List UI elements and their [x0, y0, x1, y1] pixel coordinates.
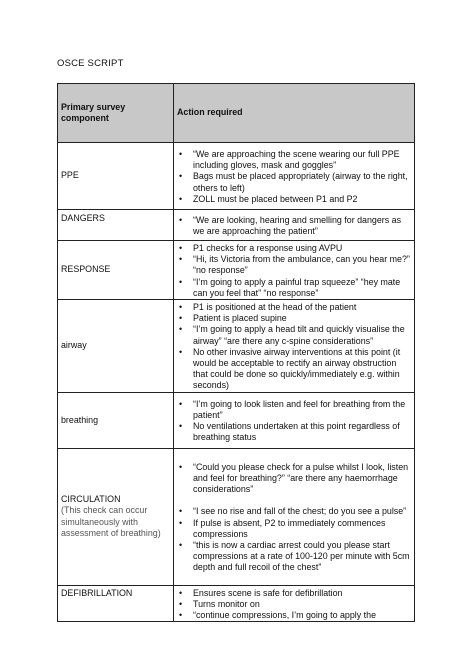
- component-label: CIRCULATION: [61, 494, 121, 505]
- list-item: • “I’m going to apply a head tilt and quickly visualise the airway” “are there any c-spine considerations”: [177, 324, 411, 346]
- action-list: [177, 149, 411, 205]
- document-title: OSCE SCRIPT: [57, 58, 124, 69]
- table-row: [58, 210, 415, 241]
- list-item: • “Could you please check for a pulse whilst I look, listen and feel for breathing?” “are there any haemorrhage considerations”: [177, 462, 411, 496]
- table-row: [58, 392, 415, 448]
- list-item: • “Hi, its Victoria from the ambulance, can you hear me?” “no response”: [177, 254, 411, 276]
- action-list: [177, 462, 411, 496]
- action-list: [177, 588, 411, 622]
- list-item: • Patient is placed supine: [177, 313, 411, 324]
- table-row: [58, 241, 415, 300]
- list-item: • P1 checks for a response using AVPU: [177, 243, 411, 254]
- list-item: • “We are approaching the scene wearing our full PPE including gloves, mask and goggles”: [177, 149, 411, 171]
- header-component: Primary survey component: [58, 84, 174, 143]
- list-item: • Ensures scene is safe for defibrillation: [177, 588, 411, 599]
- table-header-row: [58, 84, 415, 143]
- action-cell: [174, 143, 415, 210]
- list-item: • Turns monitor on: [177, 599, 411, 610]
- table-row: [58, 300, 415, 393]
- list-item: • “this is now a cardiac arrest could you please start compressions at a rate of 100-120 per minute with 5cm depth and full recoil of the chest”: [177, 540, 411, 574]
- list-item: • No ventilations undertaken at this point regardless of breathing status: [177, 421, 411, 443]
- component-cell: RESPONSE: [58, 241, 174, 300]
- component-note: (This check can occur simultaneously with assessment of breathing): [61, 505, 161, 538]
- header-action: Action required: [174, 84, 415, 143]
- action-list: [177, 399, 411, 444]
- table-row: [58, 143, 415, 210]
- component-cell: DEFIBRILLATION: [58, 585, 174, 622]
- list-item: • P1 is positioned at the head of the patient: [177, 302, 411, 313]
- action-cell: [174, 210, 415, 241]
- action-list: [177, 215, 411, 237]
- list-item: • “I see no rise and fall of the chest; do you see a pulse”: [177, 506, 411, 517]
- component-cell: airway: [58, 300, 174, 393]
- action-cell: [174, 241, 415, 300]
- action-cell: [174, 392, 415, 448]
- list-item: • “I’m going to apply a painful trap squeeze” “hey mate can you feel that” “no response”: [177, 277, 411, 299]
- primary-survey-table: [57, 83, 415, 622]
- table-row: [58, 585, 415, 622]
- list-item: • ZOLL must be placed between P1 and P2: [177, 194, 411, 205]
- action-list: [177, 243, 411, 299]
- action-cell: [174, 448, 415, 585]
- component-cell: [58, 448, 174, 585]
- component-cell: PPE: [58, 143, 174, 210]
- action-list: [177, 302, 411, 392]
- list-item: • No other invasive airway interventions at this point (it would be acceptable to rectify an airway obstruction that could be done so quickly/immediately e.g. within seconds): [177, 347, 411, 392]
- action-list: [177, 506, 411, 573]
- list-item: • “continue compressions, I’m going to apply the: [177, 610, 411, 621]
- action-cell: [174, 300, 415, 393]
- list-item: • “We are looking, hearing and smelling for dangers as we are approaching the patient”: [177, 215, 411, 237]
- component-cell: DANGERS: [58, 210, 174, 241]
- component-cell: breathing: [58, 392, 174, 448]
- table-row: [58, 448, 415, 585]
- list-item: • If pulse is absent, P2 to immediately commences compressions: [177, 518, 411, 540]
- action-cell: [174, 585, 415, 622]
- list-item: • Bags must be placed appropriately (airway to the right, others to left): [177, 171, 411, 193]
- list-item: • “I’m going to look listen and feel for breathing from the patient”: [177, 399, 411, 421]
